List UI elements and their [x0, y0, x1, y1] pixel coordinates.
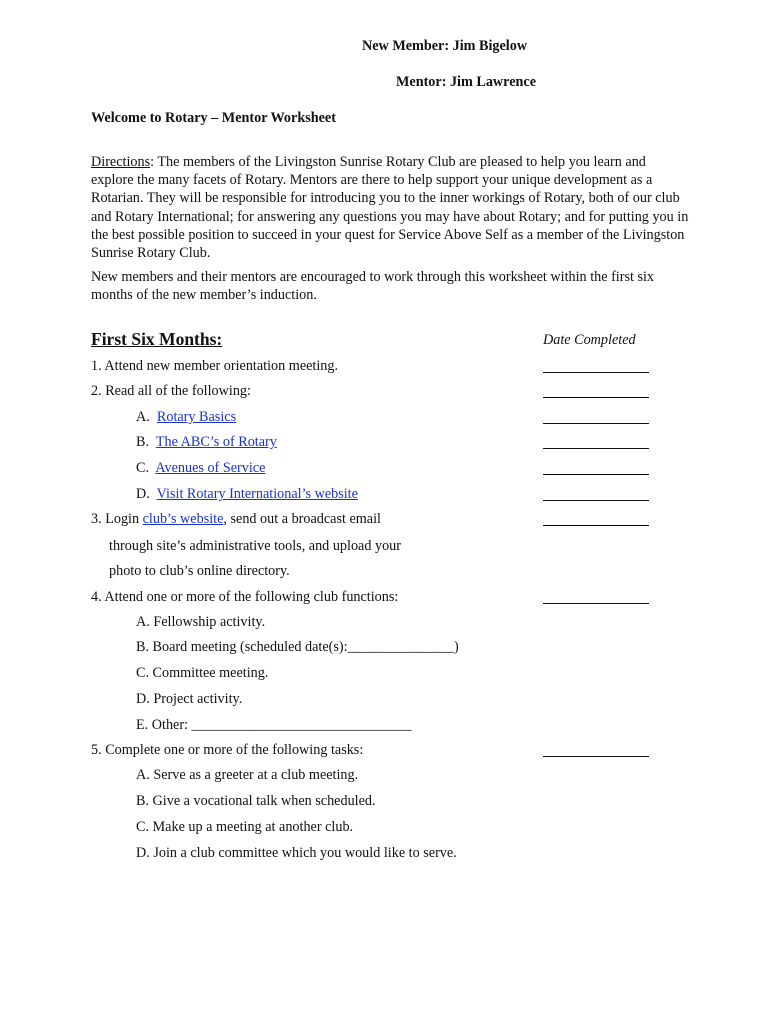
- item-4e: E. Other: _______________________________: [136, 717, 412, 733]
- item-2: 2. Read all of the following:: [91, 383, 251, 399]
- section-heading: First Six Months:: [91, 329, 223, 349]
- item-2b: [136, 434, 277, 451]
- abcs-of-rotary-link[interactable]: The ABC’s of Rotary: [155, 434, 277, 450]
- item-5b: B. Give a vocational talk when scheduled.: [136, 793, 376, 809]
- date-blank-5[interactable]: [543, 756, 649, 757]
- date-blank-3[interactable]: [543, 525, 649, 526]
- item-4b: B. Board meeting (scheduled date(s):_______________): [136, 639, 459, 655]
- item-5c: C. Make up a meeting at another club.: [136, 819, 354, 835]
- encourage-paragraph: New members and their mentors are encouraged to work through this worksheet within the first six months of the new member’s induction.: [91, 269, 655, 304]
- date-blank-1[interactable]: [543, 372, 649, 373]
- mentor-line: Mentor: Jim Lawrence: [396, 74, 536, 90]
- item-5: 5. Complete one or more of the following tasks:: [91, 742, 364, 758]
- item-4c: C. Committee meeting.: [136, 665, 269, 681]
- rotary-basics-link[interactable]: Rotary Basics: [156, 409, 237, 425]
- rotary-international-website-link[interactable]: Visit Rotary International’s website: [156, 486, 358, 502]
- item-5a: A. Serve as a greeter at a club meeting.: [136, 767, 359, 783]
- date-blank-2b[interactable]: [543, 448, 649, 449]
- item-4d: D. Project activity.: [136, 691, 243, 707]
- directions-text: : The members of the Livingston Sunrise Rotary Club are pleased to help you learn and explore the many facets of Rotary. Mentors are there to help support your unique development as a Rotarian. They will be responsible for introducing you to the inner workings of Rotary, both of our club and Rotary International; for answering any questions you may have about Rotary; and for putting you in the best possible position to succeed in your quest for Service Above Self as a member of the Livingston Sunrise Rotary Club.: [91, 154, 689, 262]
- item-4: 4. Attend one or more of the following club functions:: [91, 589, 399, 605]
- date-completed-header: Date Completed: [543, 332, 636, 348]
- item-5d: D. Join a club committee which you would like to serve.: [136, 845, 457, 861]
- avenues-of-service-link[interactable]: Avenues of Service: [155, 460, 266, 476]
- date-blank-2a[interactable]: [543, 423, 649, 424]
- item-1: 1. Attend new member orientation meeting.: [91, 358, 339, 374]
- directions-paragraph: [91, 153, 691, 262]
- date-blank-2c[interactable]: [543, 474, 649, 475]
- item-3-suffix: , send out a broadcast email: [223, 511, 381, 527]
- item-2d-letter: D.: [136, 486, 150, 502]
- item-3: [91, 511, 381, 528]
- date-blank-4[interactable]: [543, 603, 649, 604]
- item-3-line-3: photo to club’s online directory.: [109, 563, 290, 579]
- directions-label: Directions: [91, 154, 151, 170]
- item-3-prefix: 3. Login: [91, 511, 143, 527]
- worksheet-title: Welcome to Rotary – Mentor Worksheet: [91, 110, 336, 126]
- item-2b-letter: B.: [136, 434, 150, 450]
- item-2a-letter: A.: [136, 409, 150, 425]
- new-member-line: New Member: Jim Bigelow: [362, 38, 528, 54]
- clubs-website-link[interactable]: club’s website: [142, 511, 224, 527]
- item-2c-letter: C.: [136, 460, 150, 476]
- item-2a: [136, 409, 236, 426]
- item-2d: [136, 486, 358, 503]
- item-3-line-2: through site’s administrative tools, and upload your: [109, 538, 401, 554]
- item-2c: [136, 460, 265, 477]
- date-blank-2d[interactable]: [543, 500, 649, 501]
- date-blank-2[interactable]: [543, 397, 649, 398]
- item-4a: A. Fellowship activity.: [136, 614, 266, 630]
